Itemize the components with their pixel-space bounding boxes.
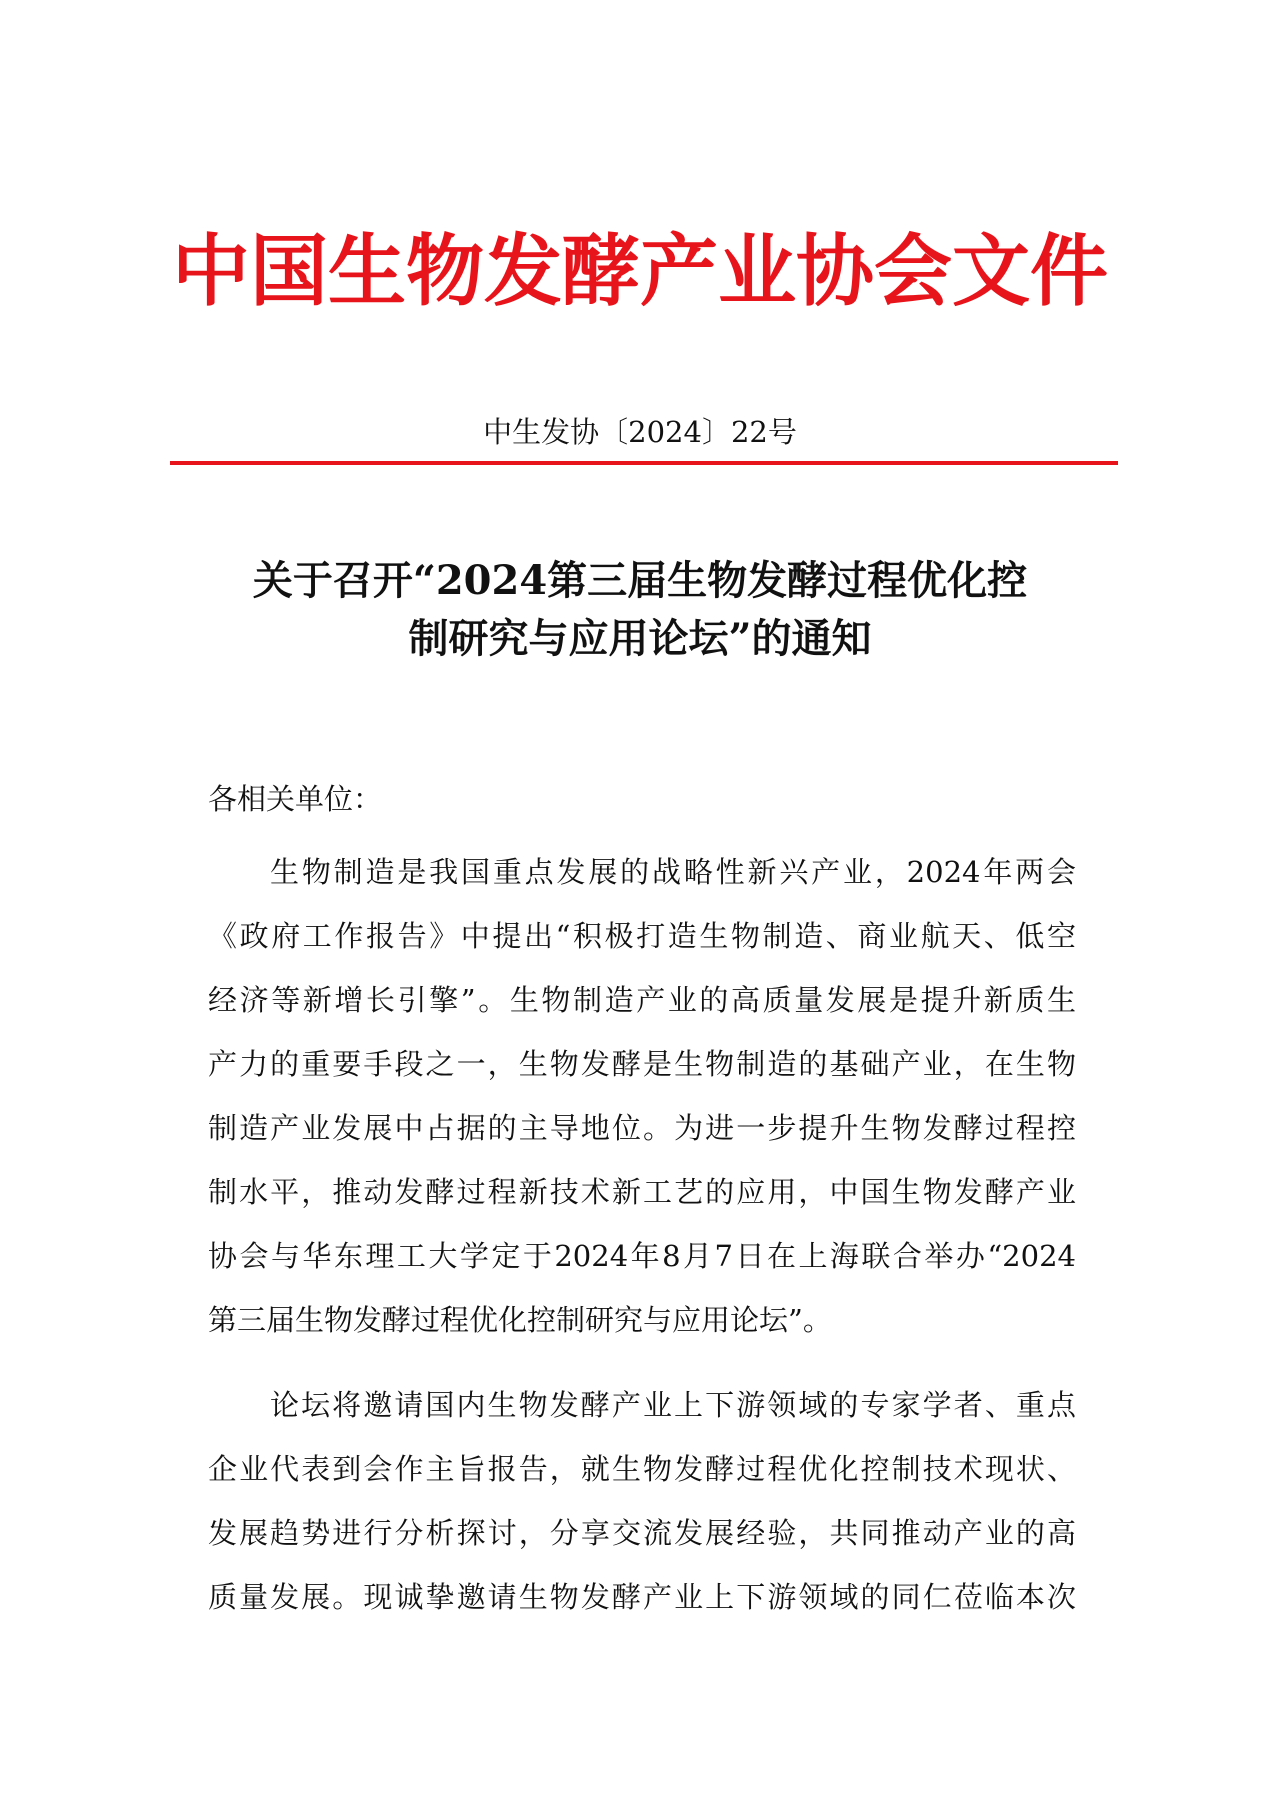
notice-title-line-1: 关于召开“2024第三届生物发酵过程优化控 bbox=[252, 557, 1028, 604]
paragraph-line: 制水平，推动发酵过程新技术新工艺的应用，中国生物发酵产业 bbox=[208, 1175, 1076, 1209]
notice-title bbox=[150, 552, 1130, 668]
paragraph-line: 第三届生物发酵过程优化控制研究与应用论坛”。 bbox=[208, 1303, 832, 1337]
paragraph-line: 质量发展。现诚挚邀请生物发酵产业上下游领域的同仁莅临本次 bbox=[208, 1580, 1076, 1614]
paragraph-line: 经济等新增长引擎”。生物制造产业的高质量发展是提升新质生 bbox=[208, 983, 1076, 1017]
body-paragraph-2 bbox=[208, 1373, 1076, 1629]
paragraph-line: 生物制造是我国重点发展的战略性新兴产业，2024年两会 bbox=[270, 855, 1076, 889]
paragraph-line: 产力的重要手段之一，生物发酵是生物制造的基础产业，在生物 bbox=[208, 1047, 1076, 1081]
paragraph-line: 发展趋势进行分析探讨，分享交流发展经验，共同推动产业的高 bbox=[208, 1516, 1076, 1550]
paragraph-line: 企业代表到会作主旨报告，就生物发酵过程优化控制技术现状、 bbox=[208, 1452, 1076, 1486]
paragraph-line: 论坛将邀请国内生物发酵产业上下游领域的专家学者、重点 bbox=[270, 1388, 1076, 1422]
paragraph-line: 制造产业发展中占据的主导地位。为进一步提升生物发酵过程控 bbox=[208, 1111, 1076, 1145]
paragraph-line: 《政府工作报告》中提出“积极打造生物制造、商业航天、低空 bbox=[208, 919, 1076, 953]
paragraph-line: 协会与华东理工大学定于2024年8月7日在上海联合举办“2024 bbox=[208, 1239, 1076, 1273]
addressee: 各相关单位： bbox=[208, 782, 383, 816]
red-divider-rule bbox=[170, 461, 1118, 465]
masthead-title: 中国生物发酵产业协会文件 bbox=[171, 227, 1108, 317]
document-number: 中生发协〔2024〕22号 bbox=[483, 415, 797, 449]
body-paragraph-1 bbox=[208, 840, 1076, 1352]
notice-title-line-2: 制研究与应用论坛”的通知 bbox=[408, 615, 872, 662]
